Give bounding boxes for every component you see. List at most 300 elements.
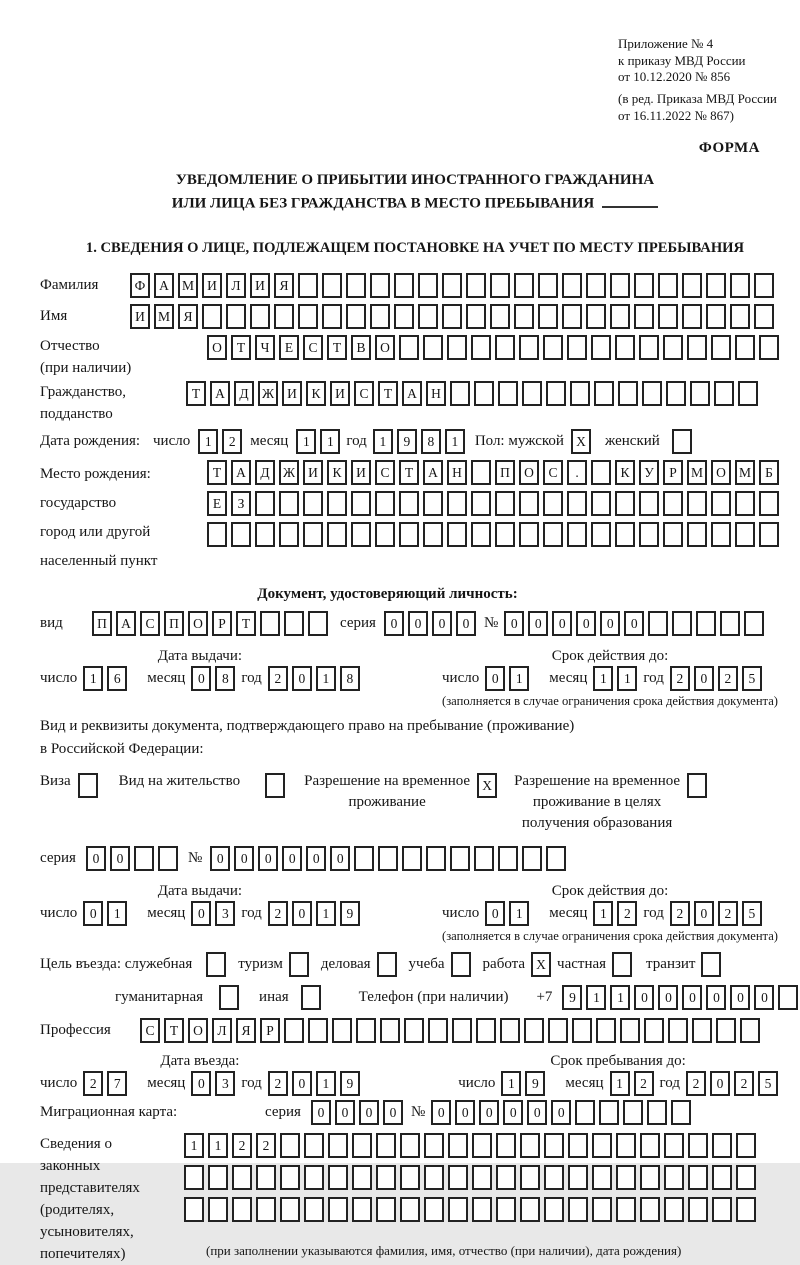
form-cell-empty[interactable] [303,491,323,516]
form-cell-empty[interactable] [666,381,686,406]
form-cell-filled[interactable]: 9 [340,1071,360,1096]
form-cell-empty[interactable] [471,491,491,516]
form-cell-filled[interactable]: 1 [316,901,336,926]
form-cell-empty[interactable] [712,1165,732,1190]
form-cell-filled[interactable]: 2 [83,1071,103,1096]
form-cell-filled[interactable]: 1 [593,901,613,926]
form-cell-empty[interactable] [346,273,366,298]
form-cell-empty[interactable] [308,611,328,636]
form-cell-empty[interactable] [274,304,294,329]
form-cell-filled[interactable]: А [423,460,443,485]
form-cell-filled[interactable]: 2 [718,901,738,926]
form-cell-filled[interactable]: 0 [527,1100,547,1125]
form-cell-empty[interactable] [332,1018,352,1043]
form-cell-empty[interactable] [354,846,374,871]
form-cell-empty[interactable] [450,846,470,871]
form-cell-filled[interactable]: 0 [485,901,505,926]
form-cell-empty[interactable] [711,522,731,547]
form-cell-filled[interactable]: 2 [670,901,690,926]
form-cell-filled[interactable]: 1 [617,666,637,691]
form-cell-empty[interactable] [519,335,539,360]
form-cell-empty[interactable] [744,611,764,636]
form-cell-filled[interactable]: 7 [107,1071,127,1096]
form-cell-filled[interactable]: З [231,491,251,516]
form-cell-filled[interactable]: 0 [754,985,774,1010]
form-cell-empty[interactable] [616,1197,636,1222]
form-cell-empty[interactable] [610,273,630,298]
form-cell-filled[interactable]: Ф [130,273,150,298]
form-cell-empty[interactable] [592,1165,612,1190]
form-cell-empty[interactable] [671,1100,691,1125]
form-cell-filled[interactable]: В [351,335,371,360]
form-cell-empty[interactable] [377,952,397,977]
form-cell-filled[interactable]: М [154,304,174,329]
form-cell-empty[interactable] [231,522,251,547]
form-cell-empty[interactable] [714,381,734,406]
form-cell-empty[interactable] [490,304,510,329]
form-cell-empty[interactable] [471,460,491,485]
form-cell-empty[interactable] [418,304,438,329]
form-cell-empty[interactable] [682,273,702,298]
form-cell-filled[interactable]: А [231,460,251,485]
form-cell-empty[interactable] [289,952,309,977]
form-cell-empty[interactable] [546,381,566,406]
form-cell-empty[interactable] [615,335,635,360]
form-cell-empty[interactable] [639,522,659,547]
form-cell-empty[interactable] [543,522,563,547]
form-cell-filled[interactable]: 0 [431,1100,451,1125]
form-cell-filled[interactable]: М [687,460,707,485]
form-cell-filled[interactable]: 0 [658,985,678,1010]
form-cell-empty[interactable] [352,1133,372,1158]
form-cell-empty[interactable] [658,273,678,298]
form-cell-empty[interactable] [591,460,611,485]
form-cell-filled[interactable]: 2 [617,901,637,926]
form-cell-empty[interactable] [226,304,246,329]
form-cell-empty[interactable] [448,1165,468,1190]
form-cell-filled[interactable]: 1 [445,429,465,454]
form-cell-empty[interactable] [428,1018,448,1043]
form-cell-empty[interactable] [575,1100,595,1125]
form-cell-filled[interactable]: 0 [292,901,312,926]
form-cell-empty[interactable] [346,304,366,329]
form-cell-empty[interactable] [706,304,726,329]
form-cell-empty[interactable] [400,1197,420,1222]
form-cell-filled[interactable]: 2 [634,1071,654,1096]
form-cell-filled[interactable]: 1 [509,666,529,691]
form-cell-filled[interactable]: 0 [455,1100,475,1125]
form-cell-filled[interactable]: Т [231,335,251,360]
form-cell-filled[interactable]: 0 [110,846,130,871]
form-cell-filled[interactable]: О [188,1018,208,1043]
form-cell-empty[interactable] [759,491,779,516]
form-cell-empty[interactable] [472,1133,492,1158]
form-cell-empty[interactable] [736,1165,756,1190]
form-cell-empty[interactable] [620,1018,640,1043]
form-cell-empty[interactable] [351,491,371,516]
form-cell-filled[interactable]: 0 [694,666,714,691]
form-cell-empty[interactable] [301,985,321,1010]
form-cell-filled[interactable]: X [531,952,551,977]
form-cell-filled[interactable]: С [140,611,160,636]
form-cell-filled[interactable]: 0 [359,1100,379,1125]
form-cell-empty[interactable] [328,1133,348,1158]
form-cell-filled[interactable]: О [519,460,539,485]
form-cell-empty[interactable] [544,1165,564,1190]
form-cell-empty[interactable] [134,846,154,871]
form-cell-filled[interactable]: 0 [503,1100,523,1125]
form-cell-empty[interactable] [256,1197,276,1222]
form-cell-empty[interactable] [687,491,707,516]
form-cell-filled[interactable]: 8 [340,666,360,691]
form-cell-filled[interactable]: . [567,460,587,485]
form-cell-empty[interactable] [476,1018,496,1043]
form-cell-filled[interactable]: 0 [292,1071,312,1096]
form-cell-empty[interactable] [352,1197,372,1222]
form-cell-filled[interactable]: 1 [316,666,336,691]
form-cell-filled[interactable]: 1 [316,1071,336,1096]
form-cell-filled[interactable]: 2 [268,901,288,926]
form-cell-empty[interactable] [612,952,632,977]
form-cell-filled[interactable]: Т [207,460,227,485]
form-cell-filled[interactable]: 1 [208,1133,228,1158]
form-cell-filled[interactable]: 1 [610,985,630,1010]
form-cell-empty[interactable] [202,304,222,329]
form-cell-filled[interactable]: М [178,273,198,298]
form-cell-empty[interactable] [279,491,299,516]
form-cell-empty[interactable] [208,1165,228,1190]
form-cell-empty[interactable] [514,304,534,329]
form-cell-empty[interactable] [423,491,443,516]
form-cell-filled[interactable]: 2 [268,1071,288,1096]
form-cell-empty[interactable] [664,1133,684,1158]
form-cell-empty[interactable] [472,1165,492,1190]
form-cell-filled[interactable]: 0 [408,611,428,636]
form-cell-empty[interactable] [378,846,398,871]
form-cell-empty[interactable] [543,335,563,360]
form-cell-empty[interactable] [426,846,446,871]
form-cell-empty[interactable] [543,491,563,516]
form-cell-filled[interactable]: Е [207,491,227,516]
form-cell-empty[interactable] [280,1165,300,1190]
form-cell-empty[interactable] [522,846,542,871]
form-cell-empty[interactable] [448,1133,468,1158]
form-cell-filled[interactable]: А [116,611,136,636]
form-cell-empty[interactable] [472,1197,492,1222]
form-cell-empty[interactable] [618,381,638,406]
form-cell-empty[interactable] [546,846,566,871]
form-cell-filled[interactable]: Р [663,460,683,485]
form-cell-empty[interactable] [184,1197,204,1222]
form-cell-empty[interactable] [520,1133,540,1158]
form-cell-filled[interactable]: П [164,611,184,636]
form-cell-empty[interactable] [375,522,395,547]
form-cell-empty[interactable] [399,522,419,547]
form-cell-empty[interactable] [663,522,683,547]
form-cell-filled[interactable]: 2 [222,429,242,454]
form-cell-empty[interactable] [322,273,342,298]
form-cell-empty[interactable] [328,1165,348,1190]
form-cell-empty[interactable] [586,304,606,329]
form-cell-filled[interactable]: 0 [210,846,230,871]
form-cell-empty[interactable] [265,773,285,798]
form-cell-empty[interactable] [352,1165,372,1190]
form-cell-filled[interactable]: Т [399,460,419,485]
form-cell-empty[interactable] [394,273,414,298]
form-cell-empty[interactable] [424,1133,444,1158]
form-cell-filled[interactable]: Т [378,381,398,406]
form-cell-empty[interactable] [682,304,702,329]
form-cell-empty[interactable] [759,335,779,360]
form-cell-empty[interactable] [754,304,774,329]
form-cell-filled[interactable]: 2 [734,1071,754,1096]
form-cell-empty[interactable] [735,522,755,547]
form-cell-filled[interactable]: 0 [600,611,620,636]
form-cell-filled[interactable]: 0 [456,611,476,636]
form-cell-filled[interactable]: Б [759,460,779,485]
form-cell-empty[interactable] [712,1197,732,1222]
form-cell-filled[interactable]: 2 [686,1071,706,1096]
form-cell-empty[interactable] [495,335,515,360]
form-cell-empty[interactable] [232,1165,252,1190]
form-cell-empty[interactable] [207,522,227,547]
form-cell-filled[interactable]: 0 [191,901,211,926]
form-cell-empty[interactable] [370,273,390,298]
form-cell-empty[interactable] [544,1197,564,1222]
form-cell-filled[interactable]: Н [426,381,446,406]
form-cell-empty[interactable] [664,1165,684,1190]
form-cell-empty[interactable] [255,491,275,516]
form-cell-empty[interactable] [298,273,318,298]
form-cell-empty[interactable] [447,491,467,516]
form-cell-filled[interactable]: Ж [279,460,299,485]
form-cell-empty[interactable] [712,1133,732,1158]
form-cell-filled[interactable]: 5 [742,666,762,691]
form-cell-empty[interactable] [640,1133,660,1158]
form-cell-filled[interactable]: П [495,460,515,485]
form-cell-empty[interactable] [519,522,539,547]
form-cell-empty[interactable] [570,381,590,406]
form-cell-filled[interactable]: Я [274,273,294,298]
form-cell-empty[interactable] [663,491,683,516]
form-cell-empty[interactable] [448,1197,468,1222]
form-cell-filled[interactable]: 6 [107,666,127,691]
form-cell-filled[interactable]: Я [178,304,198,329]
form-cell-empty[interactable] [735,491,755,516]
form-cell-empty[interactable] [596,1018,616,1043]
form-cell-filled[interactable]: К [327,460,347,485]
form-cell-filled[interactable]: 0 [576,611,596,636]
form-cell-filled[interactable]: 1 [593,666,613,691]
form-cell-filled[interactable]: Т [164,1018,184,1043]
form-cell-filled[interactable]: 2 [268,666,288,691]
form-cell-empty[interactable] [442,273,462,298]
form-cell-empty[interactable] [304,1165,324,1190]
form-cell-empty[interactable] [522,381,542,406]
form-cell-filled[interactable]: 1 [610,1071,630,1096]
form-cell-empty[interactable] [672,429,692,454]
form-cell-empty[interactable] [498,381,518,406]
form-cell-filled[interactable]: М [735,460,755,485]
form-cell-filled[interactable]: 5 [758,1071,778,1096]
form-cell-empty[interactable] [308,1018,328,1043]
form-cell-filled[interactable]: 1 [184,1133,204,1158]
form-cell-filled[interactable]: Д [234,381,254,406]
form-cell-filled[interactable]: 0 [485,666,505,691]
form-cell-filled[interactable]: Т [236,611,256,636]
form-cell-empty[interactable] [688,1165,708,1190]
form-cell-empty[interactable] [591,335,611,360]
form-cell-empty[interactable] [78,773,98,798]
form-cell-empty[interactable] [562,273,582,298]
form-cell-empty[interactable] [639,491,659,516]
form-cell-empty[interactable] [184,1165,204,1190]
form-cell-filled[interactable]: О [188,611,208,636]
form-cell-empty[interactable] [474,846,494,871]
form-cell-filled[interactable]: 5 [742,901,762,926]
form-cell-empty[interactable] [514,273,534,298]
form-cell-empty[interactable] [615,522,635,547]
form-cell-empty[interactable] [495,491,515,516]
form-cell-empty[interactable] [690,381,710,406]
form-cell-filled[interactable]: А [210,381,230,406]
form-cell-empty[interactable] [206,952,226,977]
form-cell-filled[interactable]: 0 [634,985,654,1010]
form-cell-empty[interactable] [538,273,558,298]
form-cell-empty[interactable] [447,335,467,360]
form-cell-empty[interactable] [538,304,558,329]
form-cell-empty[interactable] [572,1018,592,1043]
form-cell-empty[interactable] [280,1197,300,1222]
form-cell-filled[interactable]: 1 [501,1071,521,1096]
form-cell-empty[interactable] [304,1133,324,1158]
form-cell-filled[interactable]: И [202,273,222,298]
form-cell-empty[interactable] [640,1197,660,1222]
form-cell-empty[interactable] [356,1018,376,1043]
form-cell-empty[interactable] [303,522,323,547]
form-cell-filled[interactable]: 2 [718,666,738,691]
form-cell-filled[interactable]: 0 [694,901,714,926]
form-cell-empty[interactable] [696,611,716,636]
form-cell-filled[interactable]: 0 [191,666,211,691]
form-cell-empty[interactable] [399,335,419,360]
form-cell-empty[interactable] [400,1133,420,1158]
form-cell-empty[interactable] [568,1133,588,1158]
form-cell-empty[interactable] [640,1165,660,1190]
form-cell-empty[interactable] [599,1100,619,1125]
form-cell-empty[interactable] [327,491,347,516]
form-cell-filled[interactable]: Е [279,335,299,360]
form-cell-empty[interactable] [735,335,755,360]
form-cell-empty[interactable] [404,1018,424,1043]
form-cell-empty[interactable] [471,335,491,360]
form-cell-filled[interactable]: И [250,273,270,298]
form-cell-filled[interactable]: К [306,381,326,406]
form-cell-filled[interactable]: 0 [311,1100,331,1125]
form-cell-empty[interactable] [716,1018,736,1043]
form-cell-filled[interactable]: С [140,1018,160,1043]
form-cell-filled[interactable]: 0 [234,846,254,871]
form-cell-filled[interactable]: О [375,335,395,360]
form-cell-filled[interactable]: 0 [292,666,312,691]
form-cell-empty[interactable] [447,522,467,547]
form-cell-filled[interactable]: Л [212,1018,232,1043]
form-cell-filled[interactable]: 9 [525,1071,545,1096]
form-cell-empty[interactable] [730,273,750,298]
form-cell-filled[interactable]: И [351,460,371,485]
form-cell-empty[interactable] [208,1197,228,1222]
form-cell-empty[interactable] [738,381,758,406]
form-cell-empty[interactable] [399,491,419,516]
form-cell-empty[interactable] [520,1197,540,1222]
form-cell-empty[interactable] [687,335,707,360]
form-cell-filled[interactable]: 0 [330,846,350,871]
form-cell-filled[interactable]: 2 [232,1133,252,1158]
form-cell-empty[interactable] [500,1018,520,1043]
form-cell-empty[interactable] [592,1133,612,1158]
form-cell-filled[interactable]: 0 [432,611,452,636]
form-cell-empty[interactable] [280,1133,300,1158]
form-cell-empty[interactable] [256,1165,276,1190]
form-cell-empty[interactable] [328,1197,348,1222]
form-cell-filled[interactable]: 3 [215,1071,235,1096]
form-cell-empty[interactable] [450,381,470,406]
form-cell-filled[interactable]: 1 [107,901,127,926]
form-cell-empty[interactable] [634,304,654,329]
form-cell-filled[interactable]: 1 [83,666,103,691]
form-cell-empty[interactable] [380,1018,400,1043]
form-cell-filled[interactable]: 0 [479,1100,499,1125]
form-cell-empty[interactable] [623,1100,643,1125]
form-cell-empty[interactable] [642,381,662,406]
form-cell-empty[interactable] [658,304,678,329]
form-cell-empty[interactable] [255,522,275,547]
form-cell-filled[interactable]: 0 [528,611,548,636]
form-cell-empty[interactable] [672,611,692,636]
form-cell-filled[interactable]: 0 [710,1071,730,1096]
form-cell-filled[interactable]: С [354,381,374,406]
form-cell-filled[interactable]: 0 [552,611,572,636]
form-cell-filled[interactable]: О [207,335,227,360]
form-cell-filled[interactable]: Т [186,381,206,406]
form-cell-filled[interactable]: 1 [320,429,340,454]
form-cell-empty[interactable] [647,1100,667,1125]
form-cell-empty[interactable] [591,522,611,547]
form-cell-filled[interactable]: О [711,460,731,485]
form-cell-filled[interactable]: Д [255,460,275,485]
form-cell-filled[interactable]: У [639,460,659,485]
form-cell-empty[interactable] [327,522,347,547]
form-cell-filled[interactable]: 1 [373,429,393,454]
form-cell-empty[interactable] [376,1165,396,1190]
form-cell-empty[interactable] [524,1018,544,1043]
form-cell-empty[interactable] [664,1197,684,1222]
form-cell-filled[interactable]: Ч [255,335,275,360]
form-cell-empty[interactable] [498,846,518,871]
form-cell-empty[interactable] [720,611,740,636]
form-cell-empty[interactable] [496,1165,516,1190]
form-cell-filled[interactable]: И [282,381,302,406]
form-cell-filled[interactable]: А [402,381,422,406]
form-cell-filled[interactable]: 0 [83,901,103,926]
form-cell-filled[interactable]: С [303,335,323,360]
form-cell-empty[interactable] [442,304,462,329]
form-cell-empty[interactable] [592,1197,612,1222]
form-cell-empty[interactable] [568,1165,588,1190]
form-cell-empty[interactable] [400,1165,420,1190]
form-cell-filled[interactable]: Ж [258,381,278,406]
form-cell-filled[interactable]: 2 [670,666,690,691]
